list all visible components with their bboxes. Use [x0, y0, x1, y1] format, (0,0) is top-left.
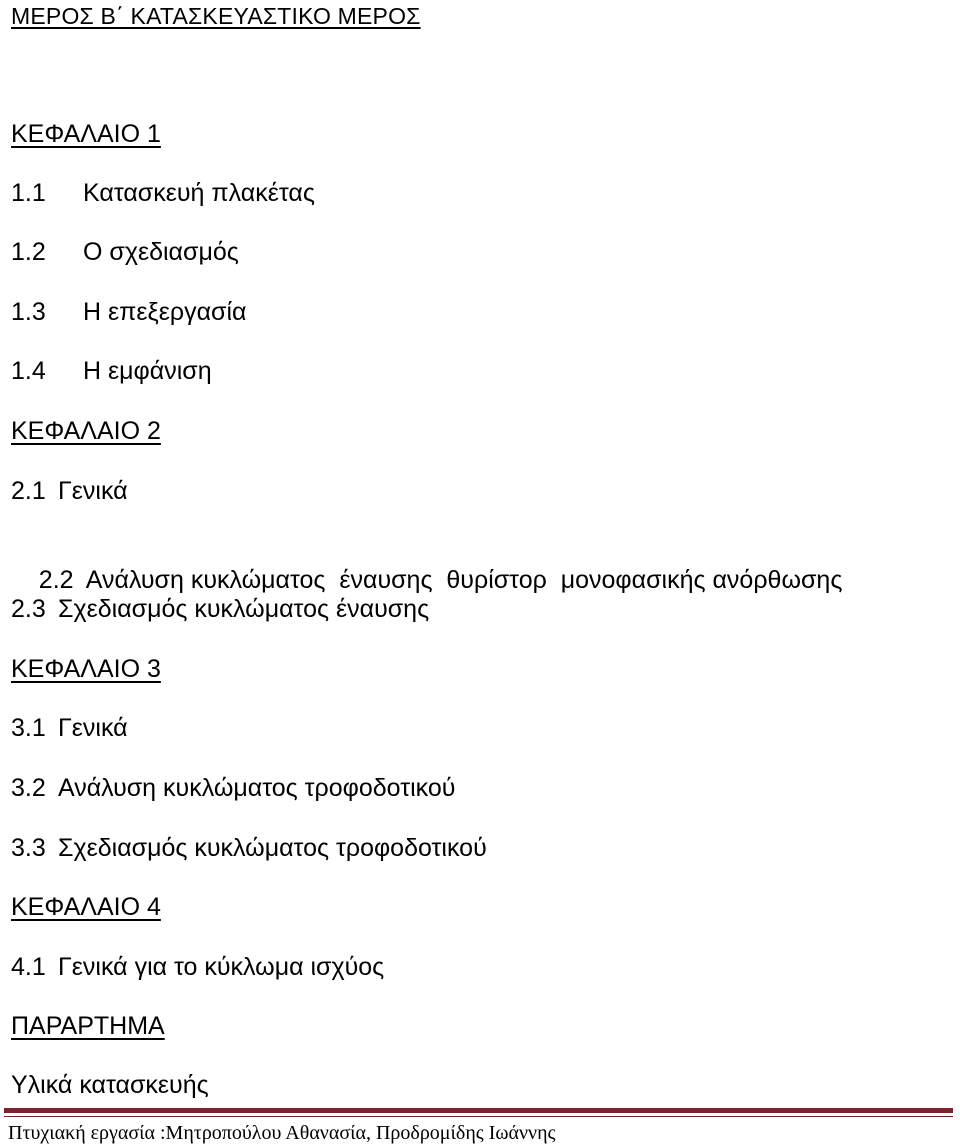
toc-entry-3-2: [11, 773, 455, 803]
chapter-2-heading: ΚΕΦΑΛΑΙΟ 2: [11, 417, 161, 445]
toc-entry-1-2: [11, 237, 239, 267]
toc-entry-text: Σχεδιασμός κυκλώματος τροφοδοτικού: [58, 834, 487, 862]
toc-entry-1-1: [11, 178, 315, 208]
toc-entry-number: 4.1: [11, 953, 46, 981]
toc-entry-text: Σχεδιασμός κυκλώματος έναυσης: [58, 595, 430, 623]
toc-entry-number: 3.1: [11, 714, 46, 742]
toc-entry-text: Ανάλυση κυκλώματος τροφοδοτικού: [58, 774, 456, 802]
toc-entry-2-1: [11, 476, 128, 506]
toc-entry-4-1: [11, 952, 384, 982]
toc-entry-text: Γενικά: [58, 477, 128, 505]
toc-entry-2-3: [11, 594, 429, 624]
appendix-entry: Υλικά κατασκευής: [11, 1071, 209, 1099]
toc-entry-number: 2.3: [11, 595, 46, 623]
toc-entry-1-3: [11, 297, 247, 327]
toc-entry-number: 1.1: [11, 179, 46, 207]
toc-entry-number: 3.2: [11, 774, 46, 802]
footer-text: Πτυχιακή εργασία :Μητροπούλου Αθανασία, Προδρομίδης Ιωάννης: [8, 1122, 556, 1144]
toc-entry-number: 3.3: [11, 834, 46, 862]
toc-entry-number: 1.3: [11, 298, 46, 326]
toc-entry-text: Κατασκευή πλακέτας: [83, 179, 315, 207]
toc-entry-3-3: [11, 833, 487, 863]
chapter-4-heading: ΚΕΦΑΛΑΙΟ 4: [11, 893, 161, 921]
appendix-heading: ΠΑΡΑΡΤΗΜΑ: [11, 1012, 165, 1040]
footer-rule-thin: [4, 1116, 953, 1117]
footer-rule-thick: [4, 1108, 953, 1113]
toc-entry-text: Ο σχεδιασμός: [83, 238, 239, 266]
toc-entry-text: Η επεξεργασία: [83, 298, 247, 326]
toc-entry-number: 1.4: [11, 357, 46, 385]
part-title: ΜΕΡΟΣ Β΄ ΚΑΤΑΣΚΕΥΑΣΤΙΚΟ ΜΕΡΟΣ: [11, 3, 421, 29]
toc-entry-text: Ανάλυση κυκλώματος έναυσης θυρίστορ μονοφασικής ανόρθωσης: [85, 566, 843, 594]
toc-entry-text: Η εμφάνιση: [83, 357, 212, 385]
toc-entry-1-4: [11, 356, 212, 386]
toc-entry-text: Γενικά για το κύκλωμα ισχύος: [58, 953, 385, 981]
toc-entry-number: 1.2: [11, 238, 46, 266]
toc-entry-3-1: [11, 713, 128, 743]
toc-entry-number: 2.1: [11, 477, 46, 505]
chapter-1-heading: ΚΕΦΑΛΑΙΟ 1: [11, 120, 161, 148]
toc-entry-text: Γενικά: [58, 714, 128, 742]
toc-entry-number: 2.2: [38, 566, 74, 594]
chapter-3-heading: ΚΕΦΑΛΑΙΟ 3: [11, 655, 161, 683]
